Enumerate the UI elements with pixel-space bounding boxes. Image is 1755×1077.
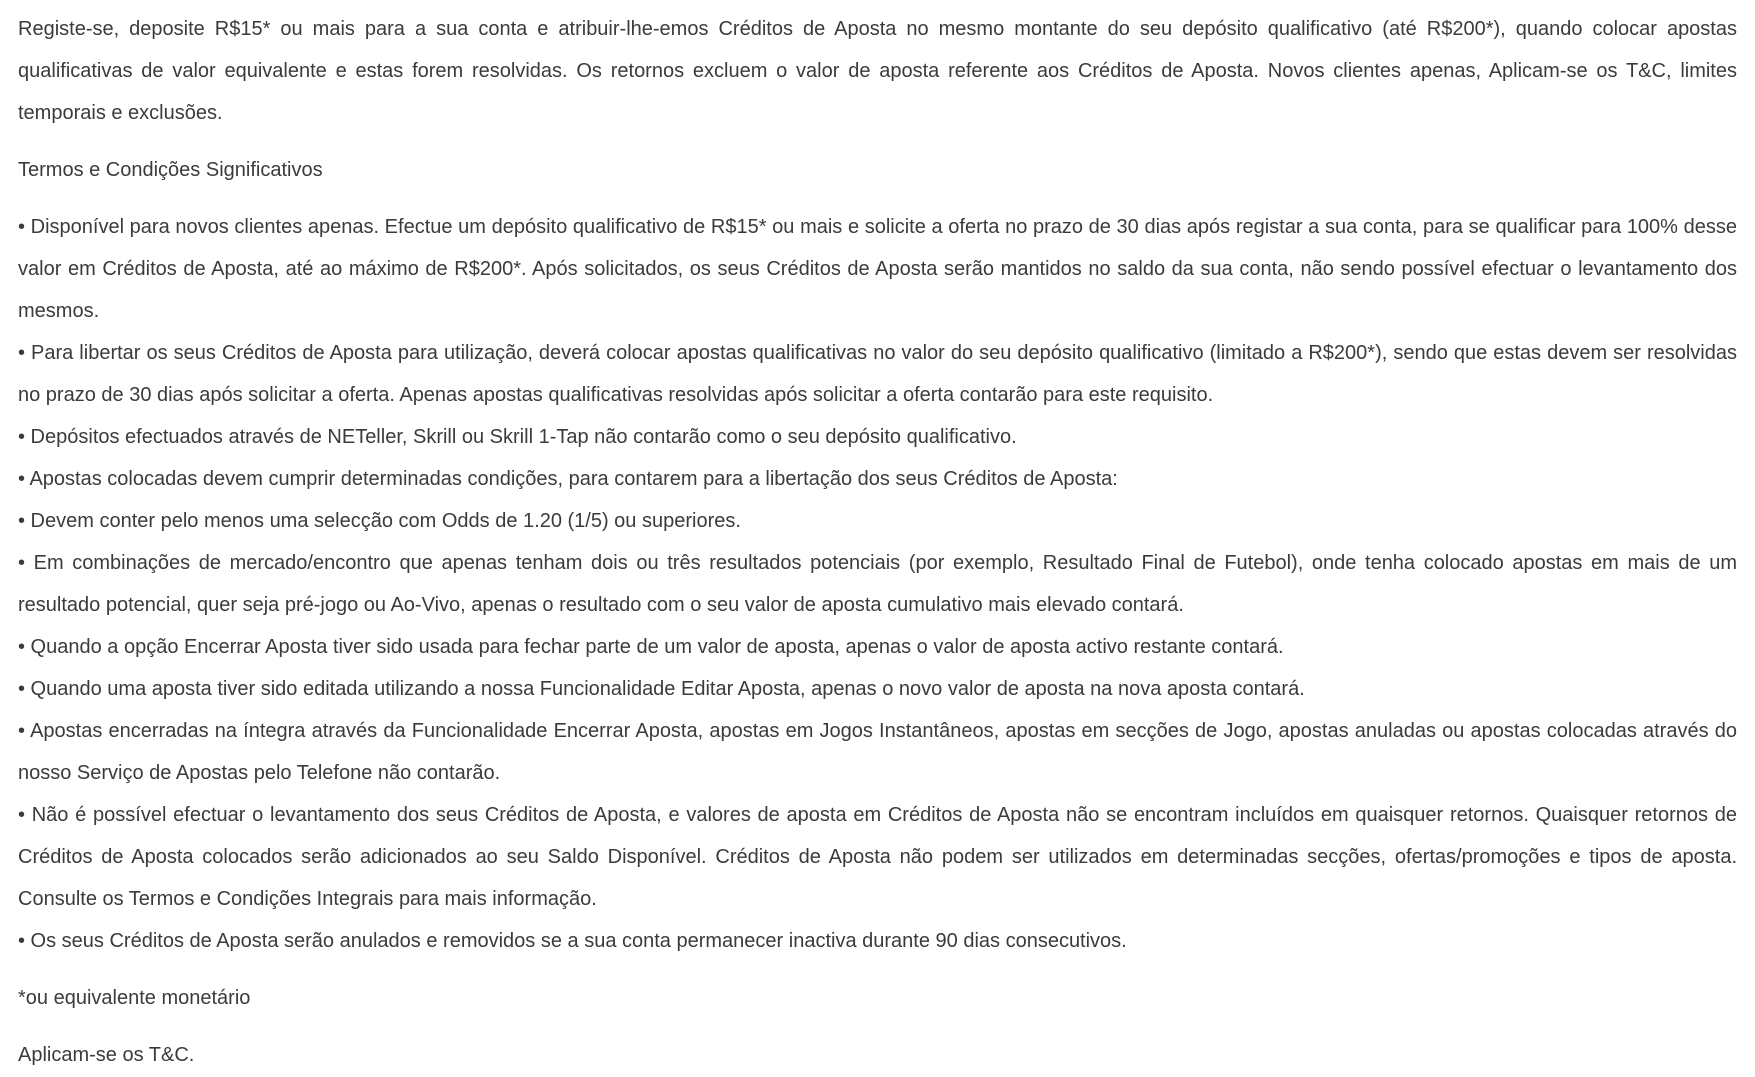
section-heading: Termos e Condições Significativos [18, 159, 323, 181]
closing-line: Aplicam-se os T&C. [18, 1044, 195, 1066]
term-item: • Apostas encerradas na íntegra através da Funcionalidade Encerrar Aposta, apostas em Jogos Instantâneos, apostas em secções de Jogo, apostas anuladas ou apostas colocadas através do nosso Serviço de Apostas pelo Telefone não contarão. [18, 720, 1737, 784]
term-item: • Quando uma aposta tiver sido editada utilizando a nossa Funcionalidade Editar Aposta, apenas o novo valor de aposta na nova aposta contará. [18, 678, 1305, 700]
term-item: • Disponível para novos clientes apenas. Efectue um depósito qualificativo de R$15* ou mais e solicite a oferta no prazo de 30 dias após registar a sua conta, para se qualificar para 100% desse valor em Créditos de Aposta, até ao máximo de R$200*. Após solicitados, os seus Créditos de Aposta serão mantidos no saldo da sua conta, não sendo possível efectuar o levantamento dos mesmos. [18, 216, 1737, 322]
term-item: • Em combinações de mercado/encontro que apenas tenham dois ou três resultados potenciais (por exemplo, Resultado Final de Futebol), onde tenha colocado apostas em mais de um resultado potencial, quer seja pré-jogo ou Ao-Vivo, apenas o resultado com o seu valor de aposta cumulativo mais elevado contará. [18, 552, 1737, 616]
intro-paragraph: Registe-se, deposite R$15* ou mais para a sua conta e atribuir-lhe-emos Créditos de Aposta no mesmo montante do seu depósito qualificativo (até R$200*), quando colocar apostas qualificativas de valor equivalente e estas forem resolvidas. Os retornos excluem o valor de aposta referente aos Créditos de Aposta. Novos clientes apenas, Aplicam-se os T&C, limites temporais e exclusões. [18, 18, 1737, 124]
term-item: • Não é possível efectuar o levantamento dos seus Créditos de Aposta, e valores de aposta em Créditos de Aposta não se encontram incluídos em quaisquer retornos. Quaisquer retornos de Créditos de Aposta colocados serão adicionados ao seu Saldo Disponível. Créditos de Aposta não podem ser utilizados em determinadas secções, ofertas/promoções e tipos de aposta. Consulte os Termos e Condições Integrais para mais informação. [18, 804, 1737, 910]
term-item: • Quando a opção Encerrar Aposta tiver sido usada para fechar parte de um valor de aposta, apenas o valor de aposta activo restante contará. [18, 636, 1284, 658]
footnote: *ou equivalente monetário [18, 987, 251, 1009]
term-item: • Apostas colocadas devem cumprir determinadas condições, para contarem para a libertação dos seus Créditos de Aposta: [18, 468, 1118, 490]
terms-list [18, 206, 1737, 962]
term-item: • Os seus Créditos de Aposta serão anulados e removidos se a sua conta permanecer inactiva durante 90 dias consecutivos. [18, 930, 1127, 952]
term-item: • Para libertar os seus Créditos de Aposta para utilização, deverá colocar apostas qualificativas no valor do seu depósito qualificativo (limitado a R$200*), sendo que estas devem ser resolvidas no prazo de 30 dias após solicitar a oferta. Apenas apostas qualificativas resolvidas após solicitar a oferta contarão para este requisito. [18, 342, 1737, 406]
term-item: • Depósitos efectuados através de NETeller, Skrill ou Skrill 1-Tap não contarão como o seu depósito qualificativo. [18, 426, 1017, 448]
term-item: • Devem conter pelo menos uma selecção com Odds de 1.20 (1/5) ou superiores. [18, 510, 741, 532]
